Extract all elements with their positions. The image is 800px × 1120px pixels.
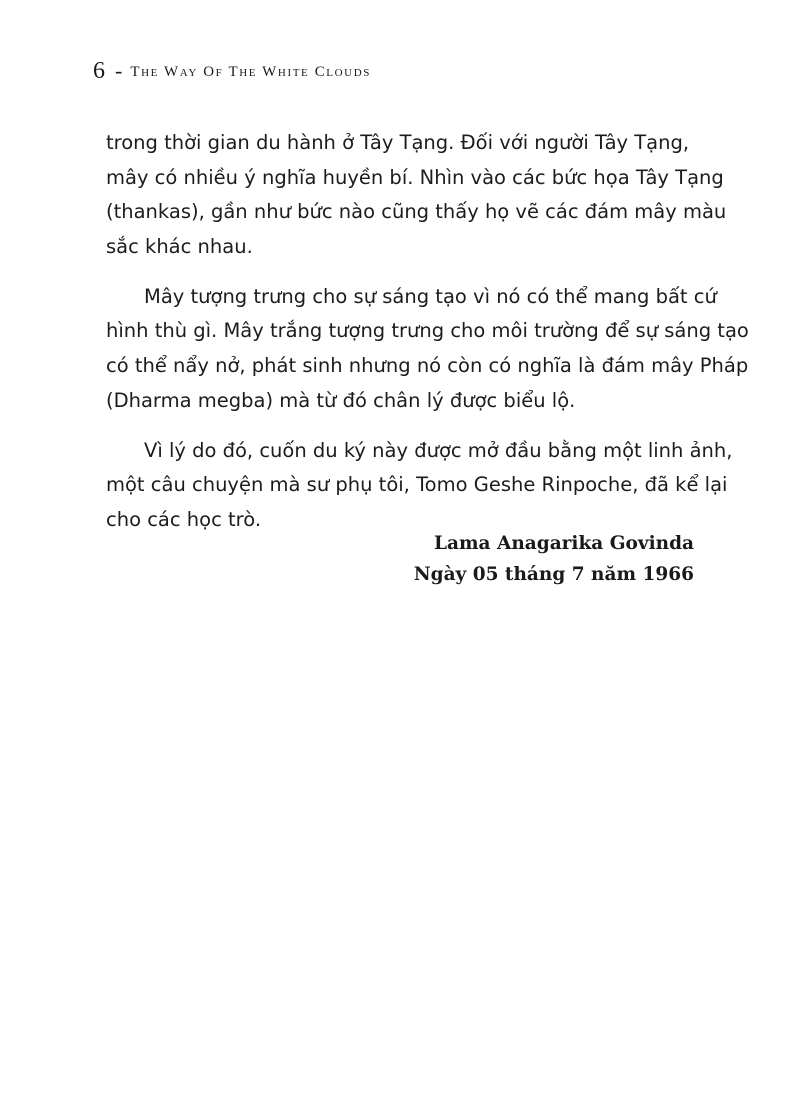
paragraph-line: Vì lý do đó, cuốn du ký này được mở đầu bằng một linh ảnh, [144,438,733,462]
paragraph-line: một câu chuyện mà sư phụ tôi, Tomo Geshe Rinpoche, đã kể lại [106,473,728,497]
page-number: 6 [93,58,105,84]
author-name: Lama Anagarika Govinda [433,533,694,554]
header-separator: - [115,58,123,83]
signature-block [414,528,694,590]
paragraph-line: trong thời gian du hành ở Tây Tạng. Đối với người Tây Tạng, [106,131,690,154]
body-text [106,126,749,538]
paragraph-line: mây có nhiều ý nghĩa huyền bí. Nhìn vào các bức họa Tây Tạng [106,165,724,189]
paragraph-line: cho các học trò. [106,507,262,531]
paragraph-line: (thankas), gần như bức nào cũng thấy họ vẽ các đám mây màu [106,200,727,224]
paragraph-line: sắc khác nhau. [106,234,253,258]
paragraph-2 [106,280,749,418]
paragraph-3 [106,434,733,538]
paragraph-line: có thể nẩy nở, phát sinh nhưng nó còn có nghĩa là đám mây Pháp [106,354,749,378]
running-header [93,58,371,85]
paragraph-line: hình thù gì. Mây trắng tượng trưng cho môi trường để sự sáng tạo [106,319,749,343]
signature-date: Ngày 05 tháng 7 năm 1966 [413,564,694,585]
book-title: The Way Of The White Clouds [130,64,371,80]
paragraph-line: Mây tượng trưng cho sự sáng tạo vì nó có thể mang bất cứ [144,284,717,308]
paragraph-line: (Dharma megba) mà từ đó chân lý được biểu lộ. [106,388,576,412]
paragraph-1 [106,126,727,264]
